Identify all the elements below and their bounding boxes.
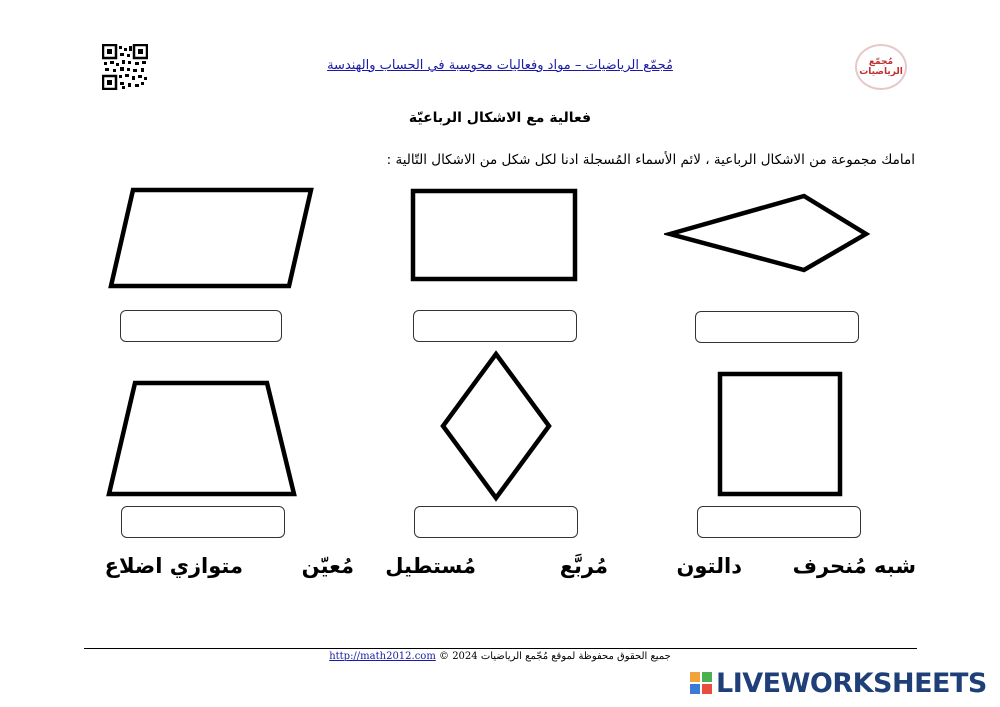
trapezoid-shape — [104, 378, 300, 500]
parallelogram-shape — [105, 185, 317, 293]
worksheet-title: فعالية مع الاشكال الرباعيّة — [408, 110, 592, 126]
word-bank-item[interactable]: متوازي اضلاع — [104, 554, 243, 578]
footer-copyright-text: جميع الحقوق محفوظة لموقع مُجّمع الرياضيات 2024 © — [439, 651, 671, 662]
rhombus-shape — [438, 350, 554, 502]
answer-box-kite[interactable] — [695, 311, 859, 343]
square-shape — [715, 369, 845, 499]
footer-url-link[interactable]: http://math2012.com — [329, 651, 436, 662]
site-logo — [855, 44, 907, 90]
rectangle-shape — [408, 186, 580, 284]
liveworksheets-logo-icon — [690, 672, 712, 694]
answer-box-rhombus[interactable] — [414, 506, 578, 538]
footer-copyright — [250, 651, 750, 662]
answer-box-trapezoid[interactable] — [121, 506, 285, 538]
worksheet-instructions: امامك مجموعة من الاشكال الرباعية ، لائم الأسماء المُسجلة ادنا لكل شكل من الاشكال التّالية : — [386, 152, 915, 168]
answer-box-parallelogram[interactable] — [120, 310, 282, 342]
site-logo-text: مُجمّع الرياضيات — [859, 57, 903, 77]
answer-box-rectangle[interactable] — [413, 310, 577, 342]
site-header-link[interactable]: مُجمّع الرياضيات – مواد وفعاليات محوسبة في الحساب والهندسة — [327, 58, 673, 73]
word-bank-item[interactable]: دالتون — [676, 554, 742, 578]
answer-box-square[interactable] — [697, 506, 861, 538]
liveworksheets-brand[interactable] — [690, 666, 987, 700]
word-bank-item[interactable]: شبه مُنحرف — [792, 554, 916, 578]
word-bank-item[interactable]: مُستطيل — [385, 554, 476, 578]
footer-divider — [84, 648, 917, 649]
kite-shape — [664, 192, 872, 276]
liveworksheets-wordmark: LIVEWORKSHEETS — [716, 667, 987, 699]
qr-code-icon — [102, 44, 148, 90]
word-bank-item[interactable]: مُعيّن — [301, 554, 354, 578]
word-bank-item[interactable]: مُربَّع — [559, 554, 608, 578]
